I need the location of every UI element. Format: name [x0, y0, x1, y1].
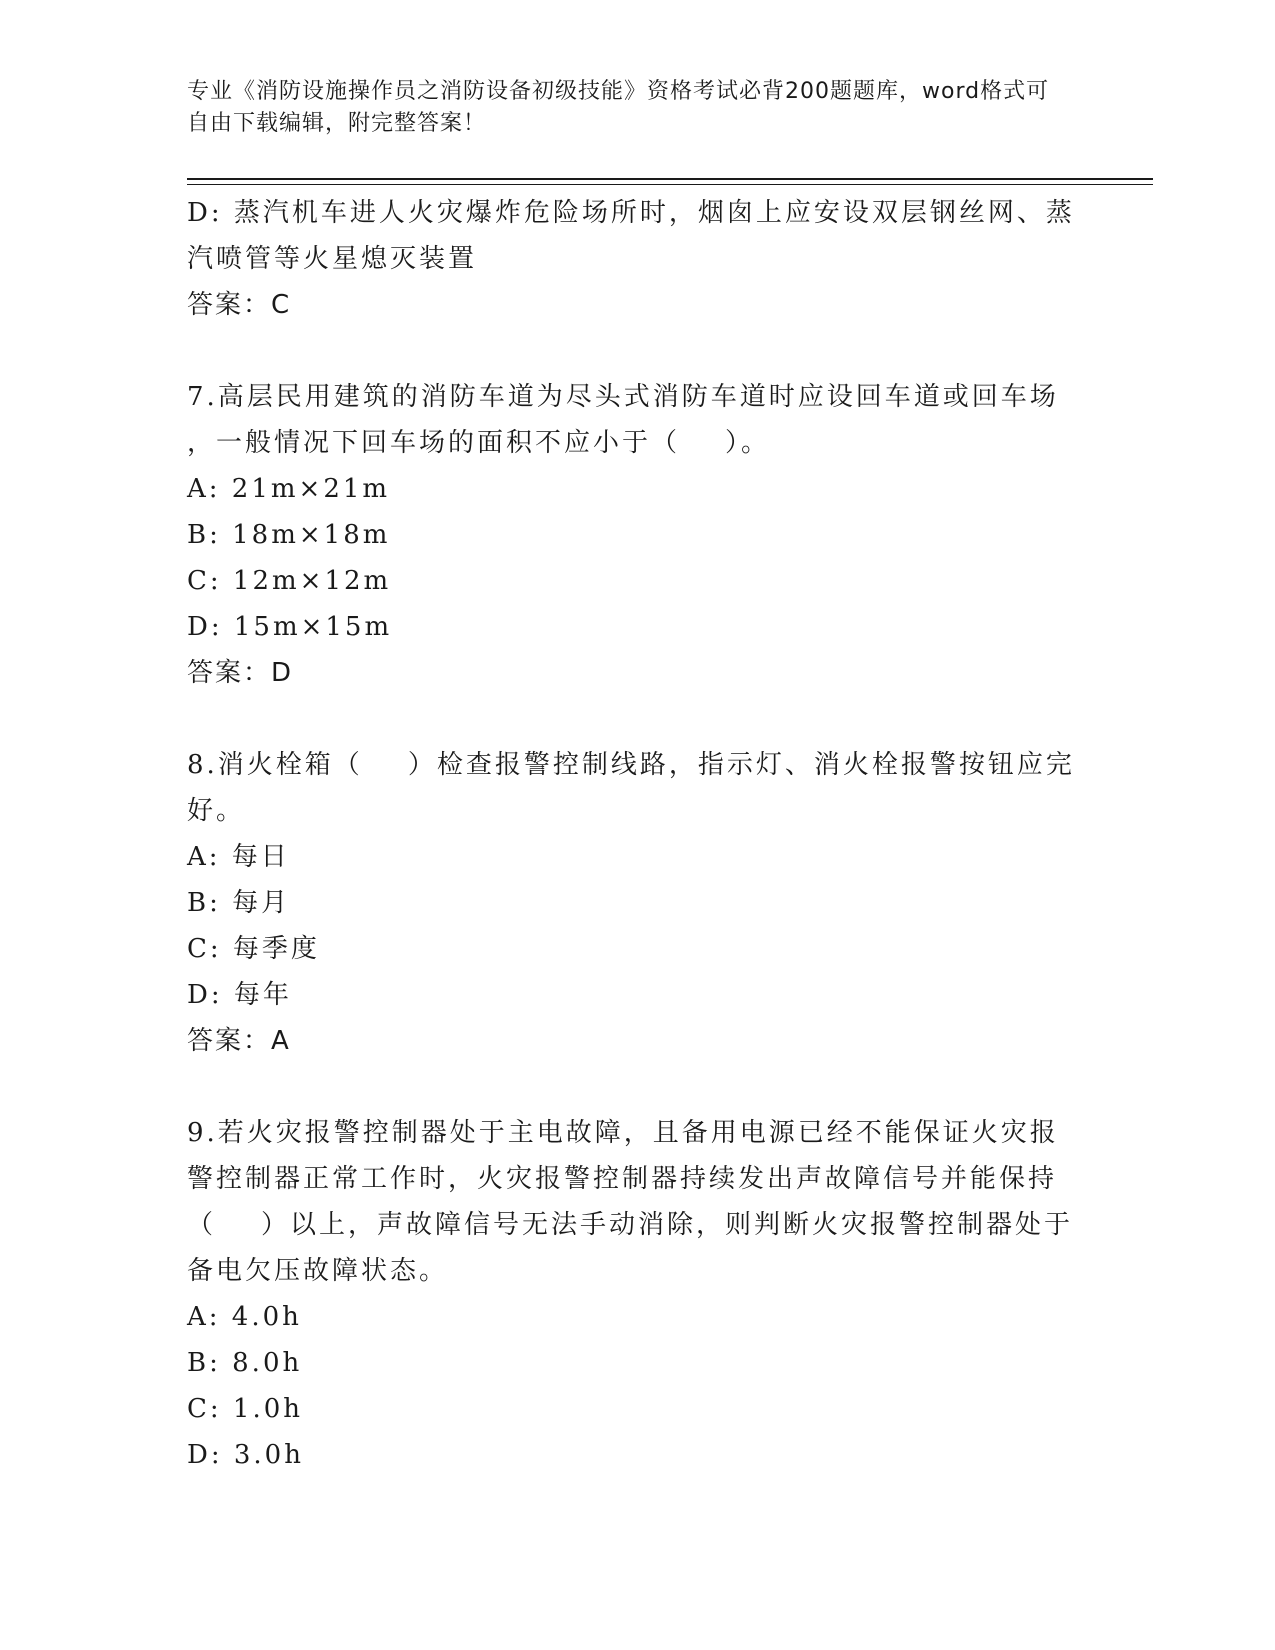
answer-line: 答案：C [187, 290, 292, 320]
option-d-line1: D: 蒸汽机车进人火灾爆炸危险场所时，烟囱上应安设双层钢丝网、蒸 [187, 198, 1075, 228]
prev-question-tail [187, 190, 1087, 328]
question-7 [187, 374, 1087, 696]
answer-line: 答案：A [187, 1026, 291, 1056]
question-text-line: 警控制器正常工作时，火灾报警控制器持续发出声故障信号并能保持 [187, 1164, 1058, 1194]
header-divider-thin [187, 184, 1153, 185]
question-text-line: 7.高层民用建筑的消防车道为尽头式消防车道时应设回车道或回车场 [187, 382, 1059, 412]
option-c: C: 每季度 [187, 934, 320, 964]
header-divider-thick [187, 178, 1153, 180]
spacer [187, 1064, 1087, 1110]
spacer [187, 696, 1087, 742]
option-a: A: 21m×21m [187, 474, 391, 504]
document-body [187, 190, 1087, 1478]
option-d: D: 15m×15m [187, 612, 393, 642]
page-header: 专业《消防设施操作员之消防设备初级技能》资格考试必背200题题库，word格式可自由下载编辑，附完整答案！ [187, 79, 1050, 136]
option-a: A: 每日 [187, 842, 290, 872]
question-text-line: ，一般情况下回车场的面积不应小于（ ）。 [187, 428, 771, 458]
question-8 [187, 742, 1087, 1064]
option-d: D: 每年 [187, 980, 292, 1010]
option-a: A: 4.0h [187, 1302, 302, 1332]
option-b: B: 8.0h [187, 1348, 303, 1378]
question-text-line: （ ）以上，声故障信号无法手动消除，则判断火灾报警控制器处于 [187, 1210, 1074, 1240]
answer-line: 答案：D [187, 658, 294, 688]
option-b: B: 每月 [187, 888, 291, 918]
question-text-line: 好。 [187, 796, 246, 826]
option-c: C: 1.0h [187, 1394, 304, 1424]
question-text-line: 备电欠压故障状态。 [187, 1256, 449, 1286]
option-d-line2: 汽喷管等火星熄灭装置 [187, 244, 478, 274]
option-c: C: 12m×12m [187, 566, 392, 596]
option-d: D: 3.0h [187, 1440, 304, 1470]
option-b: B: 18m×18m [187, 520, 391, 550]
question-text-line: 8.消火栓箱（ ）检查报警控制线路，指示灯、消火栓报警按钮应完 [187, 750, 1075, 780]
spacer [187, 328, 1087, 374]
question-9 [187, 1110, 1087, 1478]
question-text-line: 9.若火灾报警控制器处于主电故障，且备用电源已经不能保证火灾报 [187, 1118, 1059, 1148]
